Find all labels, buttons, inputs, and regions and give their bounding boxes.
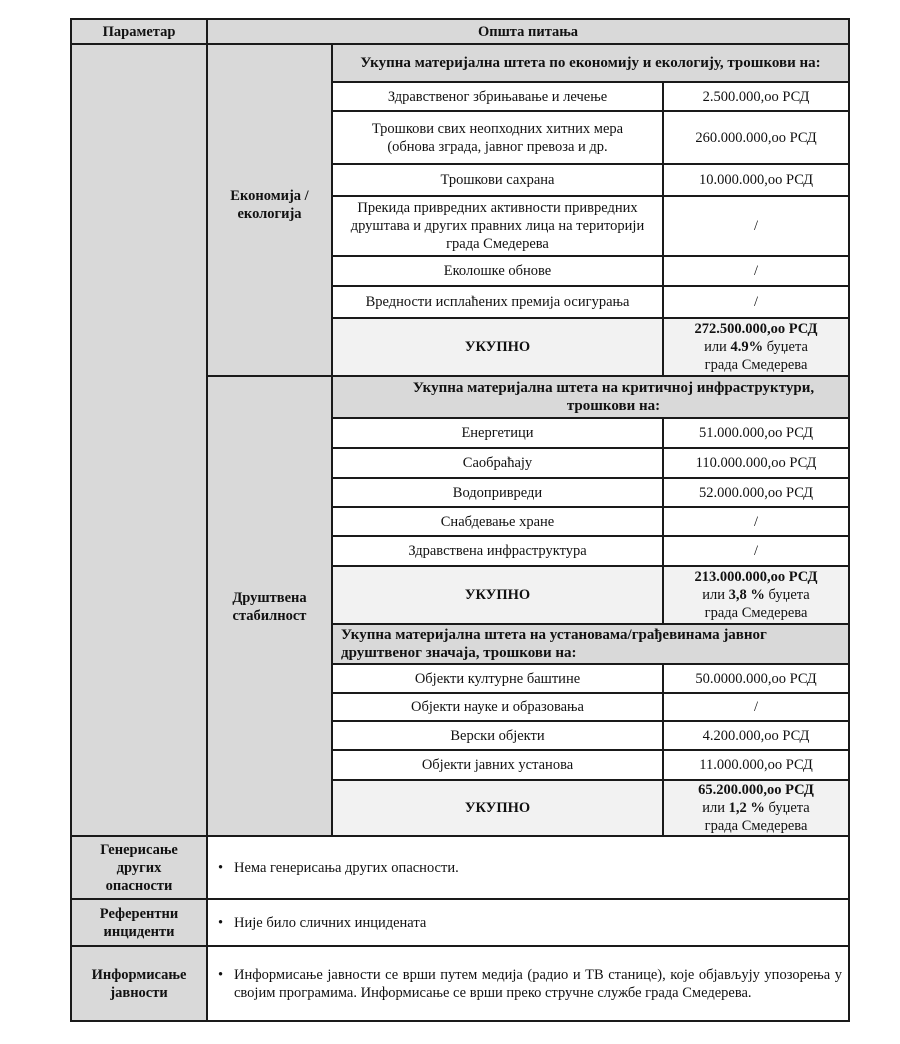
total-city: града Смедерева xyxy=(704,605,808,621)
cost-item: Снабдевање хране xyxy=(332,507,663,536)
cost-value: 260.000.000,оо РСД xyxy=(663,111,849,164)
parameter-header: Параметар xyxy=(71,19,207,44)
economy-subheader: Укупна материјална штета по економију и екологију, трошкови на: xyxy=(332,44,849,82)
cost-value: / xyxy=(663,693,849,721)
total-post: буџета xyxy=(763,339,808,355)
bullet-item: • Информисање јавности се врши путем медија (радио и ТВ станице), које објављују упозорења у својим програмима. Информисање се врши преко стручне службе града Смедерева. xyxy=(234,966,842,1002)
total-value xyxy=(663,780,849,836)
total-percent: 1,2 % xyxy=(728,800,765,816)
table-row xyxy=(71,946,849,1021)
total-amount: 213.000.000,оо РСД xyxy=(694,569,818,585)
bullet-item: • Нема генерисања других опасности. xyxy=(234,859,844,877)
other-label: Информисање јавности xyxy=(71,946,207,1021)
economy-label: Економија / екологија xyxy=(207,44,332,376)
total-percent: 3,8 % xyxy=(728,587,765,603)
cost-item: Објекти културне баштине xyxy=(332,664,663,693)
cost-value: 110.000.000,оо РСД xyxy=(663,448,849,478)
cost-item: Верски објекти xyxy=(332,721,663,750)
bullet-item: • Није било сличних инцидената xyxy=(234,914,844,932)
total-percent-line xyxy=(668,586,844,604)
total-amount: 272.500.000,оо РСД xyxy=(694,321,818,337)
total-post: буџета xyxy=(764,587,810,603)
total-pre: или xyxy=(702,800,729,816)
cost-value: 52.000.000,оо РСД xyxy=(663,478,849,507)
infra-subheader: Укупна материјална штета на критичној инфраструктури, трошкови на: xyxy=(332,376,849,418)
cost-value: / xyxy=(663,536,849,566)
cost-value: / xyxy=(663,507,849,536)
total-value xyxy=(663,566,849,624)
total-value xyxy=(663,318,849,376)
cost-item: Еколошке обнове xyxy=(332,256,663,286)
cost-value: / xyxy=(663,256,849,286)
other-text xyxy=(207,836,849,899)
cost-item: Објекти науке и образовања xyxy=(332,693,663,721)
total-label: УКУПНО xyxy=(332,780,663,836)
total-label: УКУПНО xyxy=(332,318,663,376)
total-amount: 65.200.000,оо РСД xyxy=(698,782,814,798)
cost-value: 51.000.000,оо РСД xyxy=(663,418,849,448)
other-text xyxy=(207,899,849,946)
cost-value: 11.000.000,оо РСД xyxy=(663,750,849,780)
cost-item: Објекти јавних установа xyxy=(332,750,663,780)
total-percent-line xyxy=(668,338,844,356)
parameter-cell-empty xyxy=(71,44,207,837)
total-city: града Смедерева xyxy=(704,818,808,834)
table-row xyxy=(71,899,849,946)
total-pre: или xyxy=(702,587,729,603)
cost-item: Вредности исплаћених премија осигурања xyxy=(332,286,663,318)
society-label: Друштвена стабилност xyxy=(207,376,332,837)
cost-value: / xyxy=(663,286,849,318)
public-subheader: Укупна материјална штета на установама/грађевинама јавног друштвеног значаја, трошкови на: xyxy=(332,624,849,664)
total-pre: или xyxy=(704,339,731,355)
total-label: УКУПНО xyxy=(332,566,663,624)
other-text xyxy=(207,946,849,1021)
other-parameters-table xyxy=(70,835,850,1022)
cost-item: Трошкови сахрана xyxy=(332,164,663,196)
other-label: Референтни инциденти xyxy=(71,899,207,946)
cost-item: Трошкови свих неопходних хитних мера (обнова зграда, јавног превоза и др. xyxy=(332,111,663,164)
cost-item: Водопривреди xyxy=(332,478,663,507)
cost-item: Енергетици xyxy=(332,418,663,448)
cost-value: 50.0000.000,оо РСД xyxy=(663,664,849,693)
section-title: Општа питања xyxy=(207,19,849,44)
cost-value: 4.200.000,оо РСД xyxy=(663,721,849,750)
total-percent-line xyxy=(668,799,844,817)
total-city: града Смедерева xyxy=(704,357,808,373)
cost-value: 2.500.000,оо РСД xyxy=(663,82,849,111)
cost-item: Прекида привредних активности привредних друштава и других правних лица на територији града Смедерева xyxy=(332,196,663,256)
cost-item: Здравственог збрињавање и лечење xyxy=(332,82,663,111)
total-post: буџета xyxy=(764,800,810,816)
cost-value: / xyxy=(663,196,849,256)
cost-item: Саобраћају xyxy=(332,448,663,478)
cost-item: Здравствена инфраструктура xyxy=(332,536,663,566)
other-label: Генерисање других опасности xyxy=(71,836,207,899)
total-percent: 4.9% xyxy=(730,339,764,355)
table-row xyxy=(71,836,849,899)
risk-assessment-table xyxy=(70,18,850,838)
cost-value: 10.000.000,оо РСД xyxy=(663,164,849,196)
